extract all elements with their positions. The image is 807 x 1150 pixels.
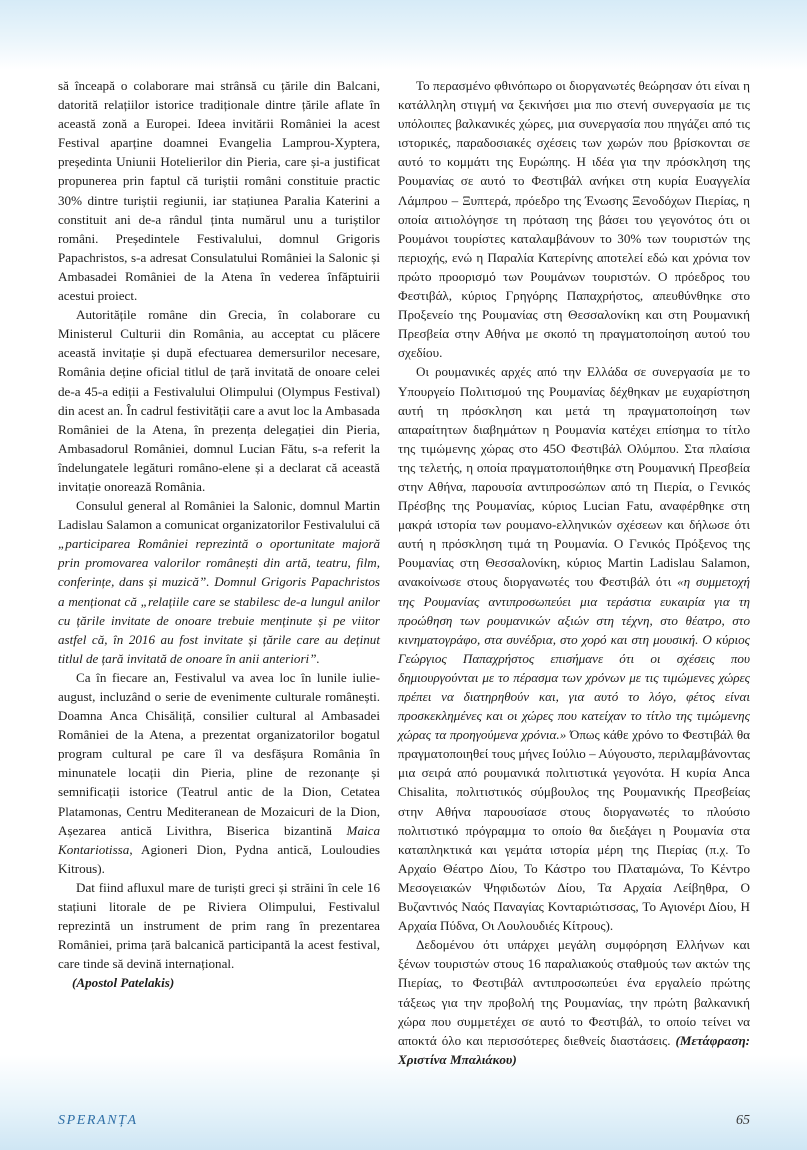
ro-paragraph-5: Dat fiind afluxul mare de turiști greci și străini în cele 16 stațiuni litorale de pe Riviera Olimpului, Festivalul reprezintă un instrument de prim rang în prezentarea României, prima țară balcanică participantă la acest festival, care tinde să devină internațional. [58,879,380,972]
greek-column [398,76,750,1069]
ro-paragraph-3 [58,496,380,668]
ro-paragraph-3-quote: „participarea României reprezintă o oportunitate majoră prin promovarea valorilor românești din artă, teatru, film, conferințe, dans și muzică”. Domnul Grigoris Papachristos a menționat că „relațiile care se stabilesc de-a lungul anilor cu țările invitate de onoare trebuie menținute și pe viitor astfel că, în 2016 au fost invitate și țările care au deținut titlul de țară invitată de onoare în anii anteriori”. [58,536,380,666]
author-signature-text: (Apostol Patelakis) [72,975,175,991]
ro-paragraph-1: să înceapă o colaborare mai strânsă cu țările din Balcani, datorită relațiilor istorice tradiționale dintre țările aflate în această zonă a Europei. Ideea invitării României la acest Festival aparține doamnei Evangelia Lamprou-Xyptera, președinta Uniunii Hotelierilor din Pieria, care și-a justificat propunerea prin faptul că turiștii români constituie practic 30% dintre turiștii regiunii, iar stațiunea Paralia Katerini a constituit ani de-a rândul ținta numărul unu a turiștilor români. Președintele Festivalului, domnul Grigoris Papachristos, s-a adresat Consulatului României la Salonic și Ambasadei României de la Atena în vederea înfăptuirii acestui proiect. [58,78,380,304]
translation-credit: (Μετάφραση: Χριστίνα Μπαλιάκου) [398,1032,750,1067]
magazine-title: SPERANȚA [58,1113,138,1128]
gr-paragraph-3-text: Δεδομένου ότι υπάρχει μεγάλη συμφόρηση Ελλήνων και ξένων τουριστών στους 16 παραλιακούς σταθμούς των ακτών της Πιερίας, το Φεστιβάλ αντιπροσωπεύει ένα εργαλείο πρώτης τάξεως για την προβολή της Ρουμανίας, την πρώτη βαλκανική χώρα που συμμετέχει σε αυτό το Φεστιβάλ, το οποίο τείνει να αποκτά όλο και περισσότερες διεθνείς διαστάσεις. [398,937,750,1048]
gr-paragraph-2 [398,362,750,935]
ro-paragraph-4-text: Ca în fiecare an, Festivalul va avea loc în lunile iulie-august, incluzând o serie de evenimente culturale românești. Doamna Anca Chisăliță, consilier cultural al Ambasadei României de la Atena, a prezentat organizatorilor bogatul program cultural pe care îl va desfășura România în minunatele locații din Pieria, pline de rezonanțe și semnificații istorice (Teatrul antic de la Dion, Cetatea Platamonas, Centru Mediteranean de Mozaicuri de la Dion, Așezarea antică Livithra, Biserica bizantină [58,669,380,838]
gr-paragraph-2-end: Όπως κάθε χρόνο το Φεστιβάλ θα πραγματοποιηθεί τους μήνες Ιούλιο – Αύγουστο, περιλαμβάνοντας μια σειρά από ρουμανικά πολιτιστικά γεγονότα. Η κυρία Anca Chisalita, πολιτιστικός σύμβουλος της Ρουμανικής Πρεσβείας στην Αθήνα παρουσίασε στους διοργανωτές το πλούσιο πολιτιστικό πρόγραμμα το οποίο θα διεξάγει η Ρουμανία στα καταπληκτικά και γεμάτα ιστορία μέρη της Πιερίας (π.χ. Το Αρχαίο Θέατρο Δίου, Το Κάστρο του Πλαταμώνα, Το Κέντρο Μεσογειακών Ψηφιδωτών Δίου, Τα Αρχαία Λείβηθρα, Ο Βυζαντινός Ναός Παναγίας Κονταριώτισσας, Το Αγιονέρι Δίου, Η Αρχαία Πύδνα, Οι Λουλουδιές Κίτρους). [398,727,750,934]
ro-paragraph-2: Autoritățile române din Grecia, în colaborare cu Ministerul Culturii din România, au acceptat cu plăcere această invitație și după efectuarea demersurilor necesare, România deține oficial titlul de țară invitată de onoare celei de-a 45-a ediții a Festivalului Olimpului (Olympus Festival) din acest an. În cadrul festivității care a avut loc la Ambasada României de la Atena, în prezența delegației din Pieria, Ambasadorul României, domnul Lucian Fătu, s-a referit la îndelungatele legături româno-elene și a declarat că această invitație onorează România. [58,307,380,494]
ro-paragraph-4 [58,668,380,878]
gr-paragraph-2-text: Οι ρουμανικές αρχές από την Ελλάδα σε συνεργασία με το Υπουργείο Πολιτισμού της Ρουμανίας δέχθηκαν με ευχαρίστηση αυτή τη πρόσκληση και μετά τη πραγματοποίηση των απαραίτητων διαβημάτων η Ρουμανία κατέχει επίσημα το τίτλο της τιμώμενης χώρας στο 45Ο Φεστιβάλ Ολύμπου. Στα πλαίσια της τελετής, η οποία πραγματοποιήθηκε στη Ρουμανική Πρεσβεία στην Αθήνα, παρουσία αντιπροσώπων από τη Πιερία, ο Γενικός Πρέσβης της Ρουμανίας, κύριος Lucian Fatu, αναφέρθηκε στη μακρά ιστορία των ρουμανο-ελληνικών σχέσεων και δήλωσε ότι αυτή η πρόσκληση τιμά τη Ρουμανία. Ο Γενικός Πρόξενος της Ρουμανίας στη Θεσσαλονίκη, κύριος Martin Ladislau Salamon, ανακοίνωσε στους διοργανωτές του Φεστιβάλ ότι [398,364,750,590]
ro-paragraph-3-intro: Consulul general al României la Salonic, domnul Martin Ladislau Salamon a comunicat organizatorilor Festivalului că [58,498,380,533]
page-number: 65 [736,1113,750,1128]
bottom-decorative-band [0,1055,807,1150]
gr-paragraph-2-quote: «η συμμετοχή της Ρουμανίας αντιπροσωπεύει μια τεράστια ευκαιρία για τη προώθηση των ρουμανικών αξιών στη τέχνη, στο θέατρο, στο κινηματογράφο, στα συνέδρια, στο χορό και στη μουσική. Ο κύριος Γεώργιος Παπαχρήστος επισήμανε ότι οι σχέσεις που δημιουργούνται με το πέρασμα των χρόνων με τις τιμώμενες χώρες πρέπει να διατηρηθούν και, για αυτό το λόγο, φέτος είναι προσκεκλημένες και οι χώρες που κατείχαν το τίτλο της τιμώμενης χώρας τα προηγούμενα χρόνια.» [398,574,750,743]
author-signature [58,973,380,992]
romanian-column [58,76,380,993]
ro-paragraph-4-end: , Agioneri Dion, Pydna antică, Louloudies Kitrous). [58,841,380,876]
ro-paragraph-4-italic: Maica Kontariotissa [58,822,380,857]
gr-paragraph-1: Το περασμένο φθινόπωρο οι διοργανωτές θεώρησαν ότι είναι η κατάλληλη στιγμή να ξεκινήσει μια πιο στενή συνεργασία με τις υπόλοιπες βαλκανικές χώρες, μια συνεργασία που πηγάζει από τις ιστορικές, παραδοσιακές σχέσεις των χωρών που βρίσκονται σε αυτό το κομμάτι της Ευρώπης. Η ιδέα για την πρόσκληση της Ρουμανίας σε αυτό το Φεστιβάλ ανήκει στη κυρία Ευαγγελία Λάμπρου – Ξυπτερά, πρόεδρο της Ένωσης Ξενοδόχων Πιερίας, η οποία αιτιολόγησε τη πρόταση της βάσει του γεγονότος ότι οι Ρουμάνοι τουρίστες καταλαμβάνουν το 30% των τουριστών της περιοχής, ενώ η Παραλία Κατερίνης αποτελεί εδώ και χρόνια τον πρώτο προορισμό των Ρουμάνων τουριστών. Ο πρόεδρος του Φεστιβάλ, κύριος Γρηγόρης Παπαχρήστος, απευθύνθηκε στο Προξενείο της Ρουμανίας στη Θεσσαλονίκη και στη Ρουμανική Πρεσβεία στην Αθήνα με σκοπό τη πραγματοποίηση αυτού του σχεδίου. [398,78,750,361]
gr-paragraph-3 [398,935,750,1069]
top-decorative-band [0,0,807,70]
